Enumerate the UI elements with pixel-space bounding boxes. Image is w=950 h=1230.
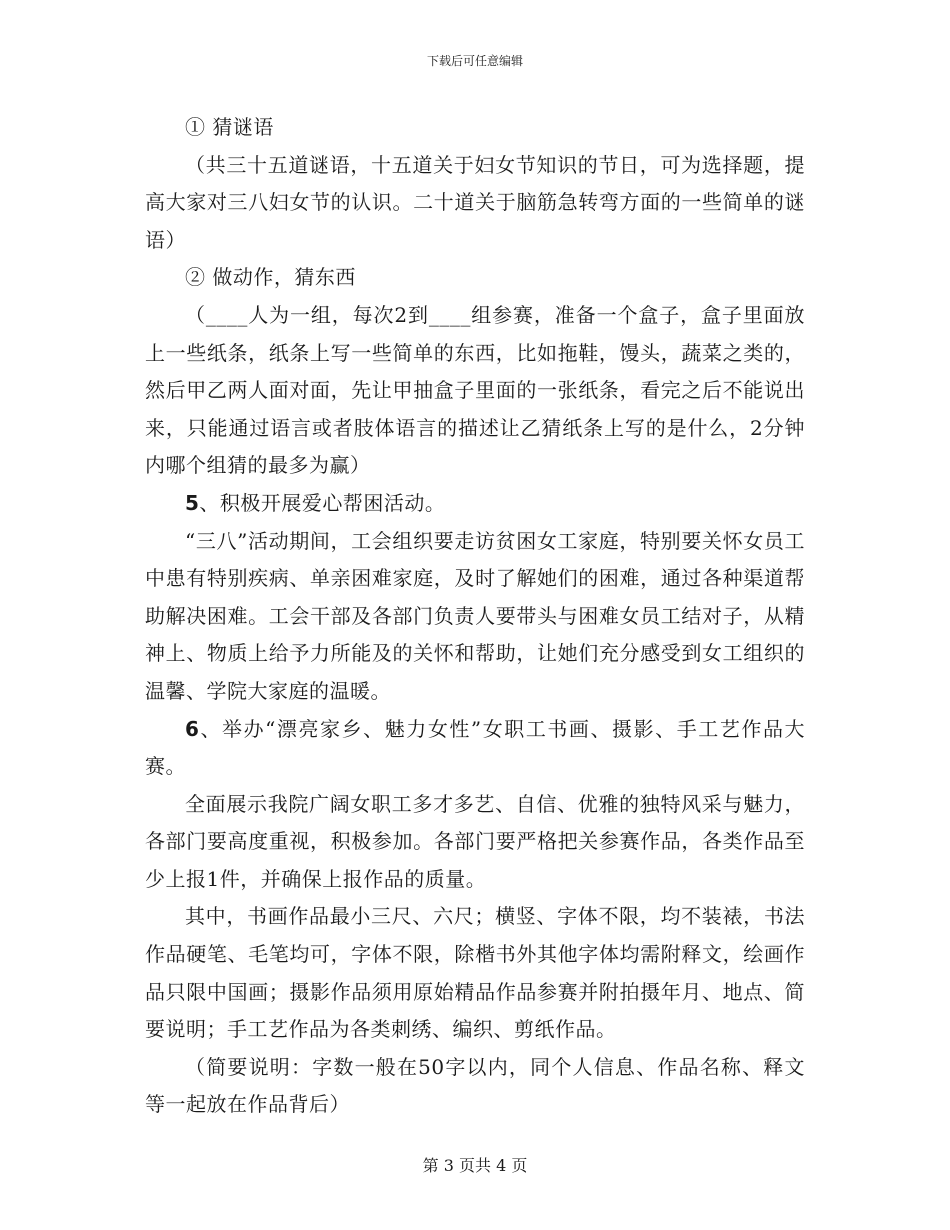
paragraph-contest-intro: 全面展示我院广阔女职工多才多艺、自信、优雅的独特风采与魅力，各部门要高度重视，积极参加。各部门要严格把关参赛作品，各类作品至少上报1件，并确保上报作品的质量。 bbox=[145, 791, 805, 891]
section-title-6: 、举办“漂亮家乡、魅力女性”女职工书画、摄影、手工艺作品大赛。 bbox=[145, 716, 805, 779]
paragraph-action-title: ② 做动作，猜东西 bbox=[185, 265, 356, 290]
page-footer: 第 3 页共 4 页 bbox=[422, 1156, 528, 1175]
document-body bbox=[145, 109, 805, 1124]
section-heading-6 bbox=[145, 711, 805, 786]
paragraph-riddle-desc: （共三十五道谜语，十五道关于妇女节知识的节日，可为选择题，提高大家对三八妇女节的认识。二十道关于脑筋急转弯方面的一些简单的谜语） bbox=[145, 152, 805, 252]
page-header: 下载后可任意编辑 bbox=[426, 54, 523, 68]
section-number-5: 5 bbox=[185, 490, 200, 515]
paragraph-riddle-title: ① 猜谜语 bbox=[185, 115, 274, 139]
section-heading-5 bbox=[145, 485, 805, 523]
paragraph-contest-rules: 其中，书画作品最小三尺、六尺；横竖、字体不限，均不装裱，书法作品硬笔、毛笔均可，字体不限，除楷书外其他字体均需附释文，绘画作品只限中国画；摄影作品须用原始精品作品参赛并附拍摄年月、地点、简要说明；手工艺作品为各类刺绣、编织、剪纸作品。 bbox=[145, 904, 805, 1042]
section-number-6: 6 bbox=[185, 716, 200, 741]
paragraph-care-activity: “三八”活动期间，工会组织要走访贫困女工家庭，特别要关怀女员工中患有特别疾病、单亲困难家庭，及时了解她们的困难，通过各种渠道帮助解决困难。工会干部及各部门负责人要带头与困难女员工结对子，从精神上、物质上给予力所能及的关怀和帮助，让她们充分感受到女工组织的温馨、学院大家庭的温暖。 bbox=[145, 528, 805, 703]
paragraph-action-desc: （____人为一组，每次2到____组参赛，准备一个盒子，盒子里面放上一些纸条，纸条上写一些简单的东西，比如拖鞋，馒头，蔬菜之类的，然后甲乙两人面对面，先让甲抽盒子里面的一张纸条，看完之后不能说出来，只能通过语言或者肢体语言的描述让乙猜纸条上写的是什么，2分钟内哪个组猜的最多为赢） bbox=[145, 302, 805, 478]
paragraph-contest-note: （简要说明：字数一般在50字以内，同个人信息、作品名称、释文等一起放在作品背后） bbox=[145, 1054, 805, 1117]
section-title-5: 、积极开展爱心帮困活动。 bbox=[199, 490, 446, 515]
